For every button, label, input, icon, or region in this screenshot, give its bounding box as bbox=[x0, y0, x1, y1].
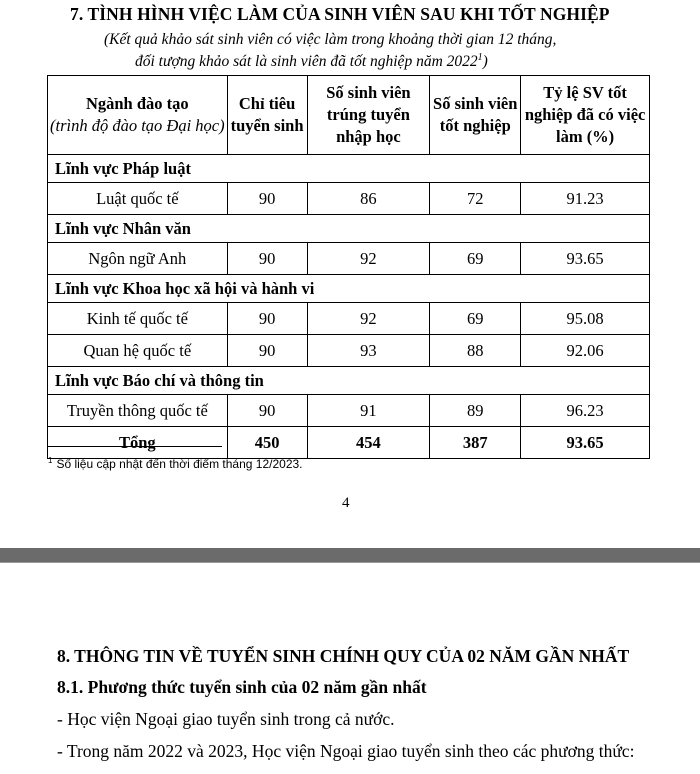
total-label: Tổng bbox=[48, 427, 228, 459]
enrolled: 93 bbox=[307, 335, 430, 367]
table-row bbox=[48, 335, 650, 367]
quota: 90 bbox=[227, 243, 307, 275]
section-8-title: 8. THÔNG TIN VỀ TUYỂN SINH CHÍNH QUY CỦA 02 NĂM GẦN NHẤT bbox=[57, 646, 630, 666]
field-row: Lĩnh vực Nhân văn bbox=[48, 215, 650, 243]
field-row: Lĩnh vực Báo chí và thông tin bbox=[48, 367, 650, 395]
total-quota: 450 bbox=[227, 427, 307, 459]
header-program: Ngành đào tạo (trình độ đào tạo Đại học) bbox=[48, 76, 228, 155]
program-name: Luật quốc tế bbox=[48, 183, 228, 215]
quota: 90 bbox=[227, 335, 307, 367]
enrolled: 92 bbox=[307, 303, 430, 335]
quota: 90 bbox=[227, 303, 307, 335]
program-name: Ngôn ngữ Anh bbox=[48, 243, 228, 275]
graduated: 72 bbox=[430, 183, 521, 215]
employment-rate: 92.06 bbox=[521, 335, 650, 367]
quota: 90 bbox=[227, 183, 307, 215]
paragraph: - Học viện Ngoại giao tuyển sinh trong cả nước. bbox=[57, 709, 395, 729]
enrolled: 86 bbox=[307, 183, 430, 215]
page-separator bbox=[0, 548, 700, 562]
header-quota: Chỉ tiêu tuyển sinh bbox=[227, 76, 307, 155]
enrolled: 91 bbox=[307, 395, 430, 427]
header-graduated: Số sinh viên tốt nghiệp bbox=[430, 76, 521, 155]
total-graduated: 387 bbox=[430, 427, 521, 459]
employment-rate: 91.23 bbox=[521, 183, 650, 215]
employment-rate: 93.65 bbox=[521, 243, 650, 275]
employment-rate: 96.23 bbox=[521, 395, 650, 427]
header-enrolled: Số sinh viên trúng tuyển nhập học bbox=[307, 76, 430, 155]
graduated: 69 bbox=[430, 243, 521, 275]
program-name: Truyền thông quốc tế bbox=[48, 395, 228, 427]
field-row: Lĩnh vực Pháp luật bbox=[48, 155, 650, 183]
employment-rate: 95.08 bbox=[521, 303, 650, 335]
program-name: Quan hệ quốc tế bbox=[48, 335, 228, 367]
table-row bbox=[48, 395, 650, 427]
total-enrolled: 454 bbox=[307, 427, 430, 459]
field-row: Lĩnh vực Khoa học xã hội và hành vi bbox=[48, 275, 650, 303]
enrolled: 92 bbox=[307, 243, 430, 275]
total-row bbox=[48, 427, 650, 459]
table-header-row bbox=[48, 76, 650, 155]
section-7-subtitle-line2: đối tượng khảo sát là sinh viên đã tốt nghiệp năm 2022$^1$) bbox=[135, 52, 488, 71]
program-name: Kinh tế quốc tế bbox=[48, 303, 228, 335]
footnote-ref: 1 bbox=[477, 52, 483, 63]
section-7-title: 7. TÌNH HÌNH VIỆC LÀM CỦA SINH VIÊN SAU KHI TỐT NGHIỆP bbox=[70, 4, 610, 24]
header-employment-rate: Tỷ lệ SV tốt nghiệp đã có việc làm (%) bbox=[521, 76, 650, 155]
quota: 90 bbox=[227, 395, 307, 427]
page-number: 4 bbox=[342, 495, 350, 511]
footnote: $^1$ Số liệu cập nhật đến thời điểm tháng 12/2023. bbox=[48, 456, 303, 471]
graduated: 89 bbox=[430, 395, 521, 427]
table-row bbox=[48, 243, 650, 275]
paragraph: - Trong năm 2022 và 2023, Học viện Ngoại giao tuyển sinh theo các phương thức: bbox=[57, 741, 635, 761]
employment-table bbox=[47, 75, 650, 459]
graduated: 88 bbox=[430, 335, 521, 367]
graduated: 69 bbox=[430, 303, 521, 335]
section-7-subtitle-line1: (Kết quả khảo sát sinh viên có việc làm trong khoảng thời gian 12 tháng, bbox=[104, 31, 557, 48]
footnote-divider bbox=[47, 446, 222, 447]
total-rate: 93.65 bbox=[521, 427, 650, 459]
table-row bbox=[48, 183, 650, 215]
section-8-1-subtitle: 8.1. Phương thức tuyển sinh của 02 năm gần nhất bbox=[57, 677, 427, 697]
table-row bbox=[48, 303, 650, 335]
